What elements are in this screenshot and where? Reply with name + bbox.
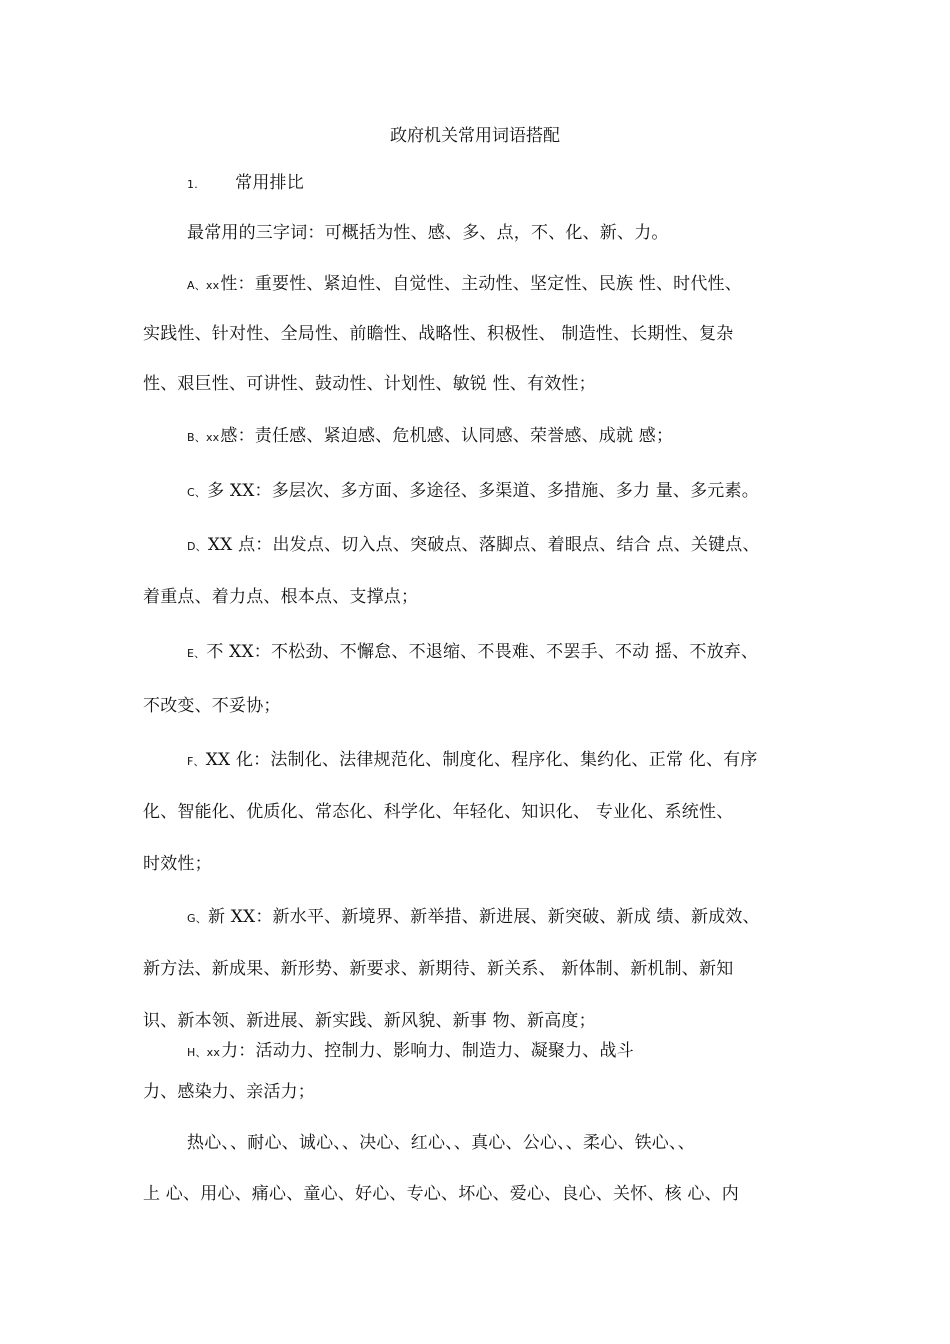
section-number: 1. — [187, 178, 198, 191]
paragraph-f-line-1: F、XX 化：法制化、法律规范化、制度化、程序化、集约化、正常 化、有序 — [187, 750, 758, 770]
item-prefix: H、xx — [187, 1046, 221, 1059]
intro-paragraph: 最常用的三字词：可概括为性、感、多、点，不、化、新、力。 — [187, 223, 669, 243]
paragraph-e-line-1: E、不 XX：不松劲、不懈怠、不退缩、不畏难、不罢手、不动 摇、不放弃、 — [187, 642, 759, 662]
paragraph-xin-line-1: 热心、、耐心、诚心、、决心、红心、、真心、公心、、柔心、铁心、、 — [187, 1133, 695, 1153]
paragraph-g-line-1: G、新 XX：新水平、新境界、新举措、新进展、新突破、新成 绩、新成效、 — [187, 907, 760, 927]
item-prefix: E、 — [187, 647, 206, 660]
paragraph-d-line-2: 着重点、着力点、根本点、支撑点； — [143, 587, 419, 607]
paragraph-h-line-1: H、xx力：活动力、控制力、影响力、制造力、凝聚力、战斗 — [187, 1041, 634, 1061]
paragraph-a-line-2: 实践性、针对性、全局性、前瞻性、战略性、积极性、 制造性、长期性、复杂 — [143, 324, 734, 344]
paragraph-f-line-3: 时效性； — [143, 854, 212, 874]
paragraph-h-line-2: 力、感染力、亲活力； — [143, 1082, 315, 1102]
item-prefix: G、 — [187, 912, 207, 925]
item-prefix: D、 — [187, 540, 207, 553]
item-prefix: F、 — [187, 755, 205, 768]
section-heading — [187, 171, 867, 197]
paragraph-b-line-1: B、xx感：责任感、紧迫感、危机感、认同感、荣誉感、成就 感； — [187, 426, 674, 446]
paragraph-g-line-2: 新方法、新成果、新形势、新要求、新期待、新关系、 新体制、新机制、新知 — [143, 959, 734, 979]
item-prefix: C、 — [187, 486, 207, 499]
paragraph-g-line-3: 识、新本领、新进展、新实践、新风貌、新事 物、新高度； — [143, 1011, 596, 1031]
section-title: 常用排比 — [235, 173, 304, 193]
paragraph-e-line-2: 不改变、不妥协； — [143, 696, 281, 716]
item-prefix: A、xx — [187, 279, 220, 292]
item-prefix: B、xx — [187, 431, 220, 444]
paragraph-c-line-1: C、多 XX：多层次、多方面、多途径、多渠道、多措施、多力 量、多元素。 — [187, 481, 759, 501]
page-title: 政府机关常用词语搭配 — [390, 126, 560, 146]
paragraph-d-line-1: D、XX 点：出发点、切入点、突破点、落脚点、着眼点、结合 点、关键点、 — [187, 535, 760, 555]
paragraph-xin-line-2: 上 心、用心、痛心、童心、好心、专心、坏心、爱心、良心、关怀、核 心、内 — [143, 1184, 740, 1204]
paragraph-f-line-2: 化、智能化、优质化、常态化、科学化、年轻化、知识化、 专业化、系统性、 — [143, 802, 734, 822]
paragraph-a-line-3: 性、艰巨性、可讲性、鼓动性、计划性、敏锐 性、有效性； — [143, 374, 596, 394]
paragraph-a-line-1: A、xx性：重要性、紧迫性、自觉性、主动性、坚定性、民族 性、时代性、 — [187, 274, 742, 294]
